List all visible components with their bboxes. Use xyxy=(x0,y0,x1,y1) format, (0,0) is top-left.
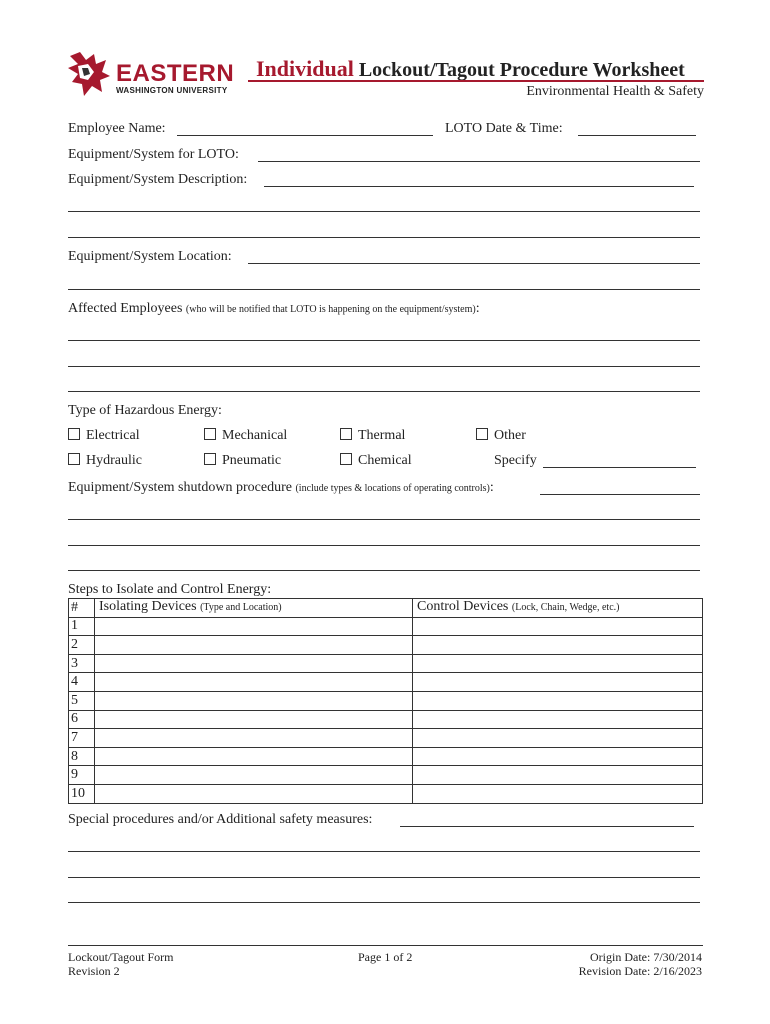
row-number: 7 xyxy=(69,729,95,748)
affected-line-2[interactable] xyxy=(68,366,700,367)
col-isolating-header xyxy=(95,599,413,618)
shutdown-field[interactable] xyxy=(540,494,700,495)
control-cell[interactable] xyxy=(413,766,703,785)
header-rule xyxy=(248,80,704,82)
steps-table xyxy=(68,598,703,804)
table-row xyxy=(69,654,703,673)
shutdown-line-4[interactable] xyxy=(68,570,700,571)
table-header-row xyxy=(69,599,703,618)
affected-employees-label xyxy=(68,301,480,318)
energy-option-mechanical[interactable] xyxy=(204,428,287,444)
col-control-header xyxy=(413,599,703,618)
shutdown-colon: : xyxy=(489,480,494,495)
isolating-cell[interactable] xyxy=(95,766,413,785)
control-cell[interactable] xyxy=(413,673,703,692)
loto-date-time-label: LOTO Date & Time: xyxy=(445,121,563,136)
table-row xyxy=(69,691,703,710)
energy-option-hydraulic[interactable] xyxy=(68,453,142,469)
equipment-description-label: Equipment/System Description: xyxy=(68,172,248,187)
special-procedures-field[interactable] xyxy=(400,826,694,827)
checkbox-icon[interactable] xyxy=(68,428,80,440)
specify-label: Specify xyxy=(494,453,537,468)
description-line-3[interactable] xyxy=(68,237,700,238)
logo-subtext: WASHINGTON UNIVERSITY xyxy=(116,86,228,95)
isolating-cell[interactable] xyxy=(95,729,413,748)
equipment-description-field[interactable] xyxy=(264,186,694,187)
energy-option-electrical[interactable] xyxy=(68,428,140,444)
footer-rule xyxy=(68,945,703,946)
control-cell[interactable] xyxy=(413,617,703,636)
footer-form-name: Lockout/Tagout Form xyxy=(68,950,174,964)
energy-option-other[interactable] xyxy=(476,428,526,444)
isolating-cell[interactable] xyxy=(95,673,413,692)
footer-left xyxy=(68,950,173,978)
table-row xyxy=(69,617,703,636)
energy-option-pneumatic[interactable] xyxy=(204,453,281,469)
option-label: Electrical xyxy=(86,428,140,443)
row-number: 1 xyxy=(69,617,95,636)
row-number: 2 xyxy=(69,636,95,655)
checkbox-icon[interactable] xyxy=(204,453,216,465)
table-row xyxy=(69,766,703,785)
option-label: Pneumatic xyxy=(222,453,282,468)
equipment-for-loto-field[interactable] xyxy=(258,161,700,162)
steps-heading: Steps to Isolate and Control Energy: xyxy=(68,582,272,597)
checkbox-icon[interactable] xyxy=(204,428,216,440)
table-row xyxy=(69,710,703,729)
row-number: 4 xyxy=(69,673,95,692)
employee-name-field[interactable] xyxy=(177,135,433,136)
col-num-header: # xyxy=(69,599,95,618)
footer-origin-date: Origin Date: 7/30/2014 xyxy=(590,950,702,964)
col-control-note: (Lock, Chain, Wedge, etc.) xyxy=(511,602,620,614)
control-cell[interactable] xyxy=(413,784,703,803)
checkbox-icon[interactable] xyxy=(476,428,488,440)
special-procedures-label: Special procedures and/or Additional safety measures: xyxy=(68,812,373,827)
control-cell[interactable] xyxy=(413,747,703,766)
checkbox-icon[interactable] xyxy=(340,428,352,440)
affected-line-1[interactable] xyxy=(68,340,700,341)
col-control-title: Control Devices xyxy=(417,599,509,615)
isolating-cell[interactable] xyxy=(95,747,413,766)
page-subtitle: Environmental Health & Safety xyxy=(526,84,704,99)
shutdown-line-2[interactable] xyxy=(68,519,700,520)
equipment-location-field[interactable] xyxy=(248,263,700,264)
control-cell[interactable] xyxy=(413,710,703,729)
employee-name-label: Employee Name: xyxy=(68,121,166,136)
option-label: Thermal xyxy=(358,428,406,443)
isolating-cell[interactable] xyxy=(95,691,413,710)
description-line-2[interactable] xyxy=(68,211,700,212)
footer-right xyxy=(579,950,702,978)
university-logo xyxy=(66,50,246,102)
energy-option-chemical[interactable] xyxy=(340,453,412,469)
row-number: 8 xyxy=(69,747,95,766)
equipment-for-loto-label: Equipment/System for LOTO: xyxy=(68,147,239,162)
row-number: 9 xyxy=(69,766,95,785)
option-label: Chemical xyxy=(358,453,412,468)
location-line-2[interactable] xyxy=(68,289,700,290)
affected-employees-title: Affected Employees xyxy=(68,301,183,316)
table-row xyxy=(69,673,703,692)
energy-heading: Type of Hazardous Energy: xyxy=(68,403,222,418)
col-isolating-note: (Type and Location) xyxy=(200,602,282,614)
footer-page-number: Page 1 of 2 xyxy=(358,950,413,964)
page-title xyxy=(256,56,685,82)
option-label: Mechanical xyxy=(222,428,288,443)
table-row xyxy=(69,747,703,766)
footer-revision-date: Revision Date: 2/16/2023 xyxy=(578,964,702,978)
affected-employees-colon: : xyxy=(475,301,480,316)
special-line-2[interactable] xyxy=(68,851,700,852)
affected-line-3[interactable] xyxy=(68,391,700,392)
checkbox-icon[interactable] xyxy=(68,453,80,465)
loto-date-time-field[interactable] xyxy=(578,135,696,136)
isolating-cell[interactable] xyxy=(95,784,413,803)
energy-option-thermal[interactable] xyxy=(340,428,405,444)
title-highlight: Individual xyxy=(256,56,354,81)
shutdown-label xyxy=(68,480,494,497)
row-number: 6 xyxy=(69,710,95,729)
table-row xyxy=(69,729,703,748)
option-label: Other xyxy=(494,428,526,443)
col-isolating-title: Isolating Devices xyxy=(99,599,197,615)
option-label: Hydraulic xyxy=(86,453,142,468)
row-number: 3 xyxy=(69,654,95,673)
control-cell[interactable] xyxy=(413,636,703,655)
control-cell[interactable] xyxy=(413,691,703,710)
isolating-cell[interactable] xyxy=(95,636,413,655)
table-row xyxy=(69,636,703,655)
special-line-4[interactable] xyxy=(68,902,700,903)
isolating-cell[interactable] xyxy=(95,654,413,673)
row-number: 10 xyxy=(69,784,95,803)
row-number: 5 xyxy=(69,691,95,710)
title-rest: Lockout/Tagout Procedure Worksheet xyxy=(358,59,685,81)
shutdown-title: Equipment/System shutdown procedure xyxy=(68,480,292,495)
checkbox-icon[interactable] xyxy=(340,453,352,465)
special-line-3[interactable] xyxy=(68,877,700,878)
control-cell[interactable] xyxy=(413,654,703,673)
control-cell[interactable] xyxy=(413,729,703,748)
logo-wordmark: EASTERN xyxy=(116,60,235,87)
footer-revision: Revision 2 xyxy=(68,964,120,978)
specify-field[interactable] xyxy=(543,467,696,468)
isolating-cell[interactable] xyxy=(95,617,413,636)
shutdown-line-3[interactable] xyxy=(68,545,700,546)
table-row xyxy=(69,784,703,803)
affected-employees-note: (who will be notified that LOTO is happening on the equipment/system) xyxy=(185,304,476,315)
isolating-cell[interactable] xyxy=(95,710,413,729)
shutdown-note: (include types & locations of operating controls) xyxy=(295,483,490,494)
equipment-location-label: Equipment/System Location: xyxy=(68,249,232,264)
